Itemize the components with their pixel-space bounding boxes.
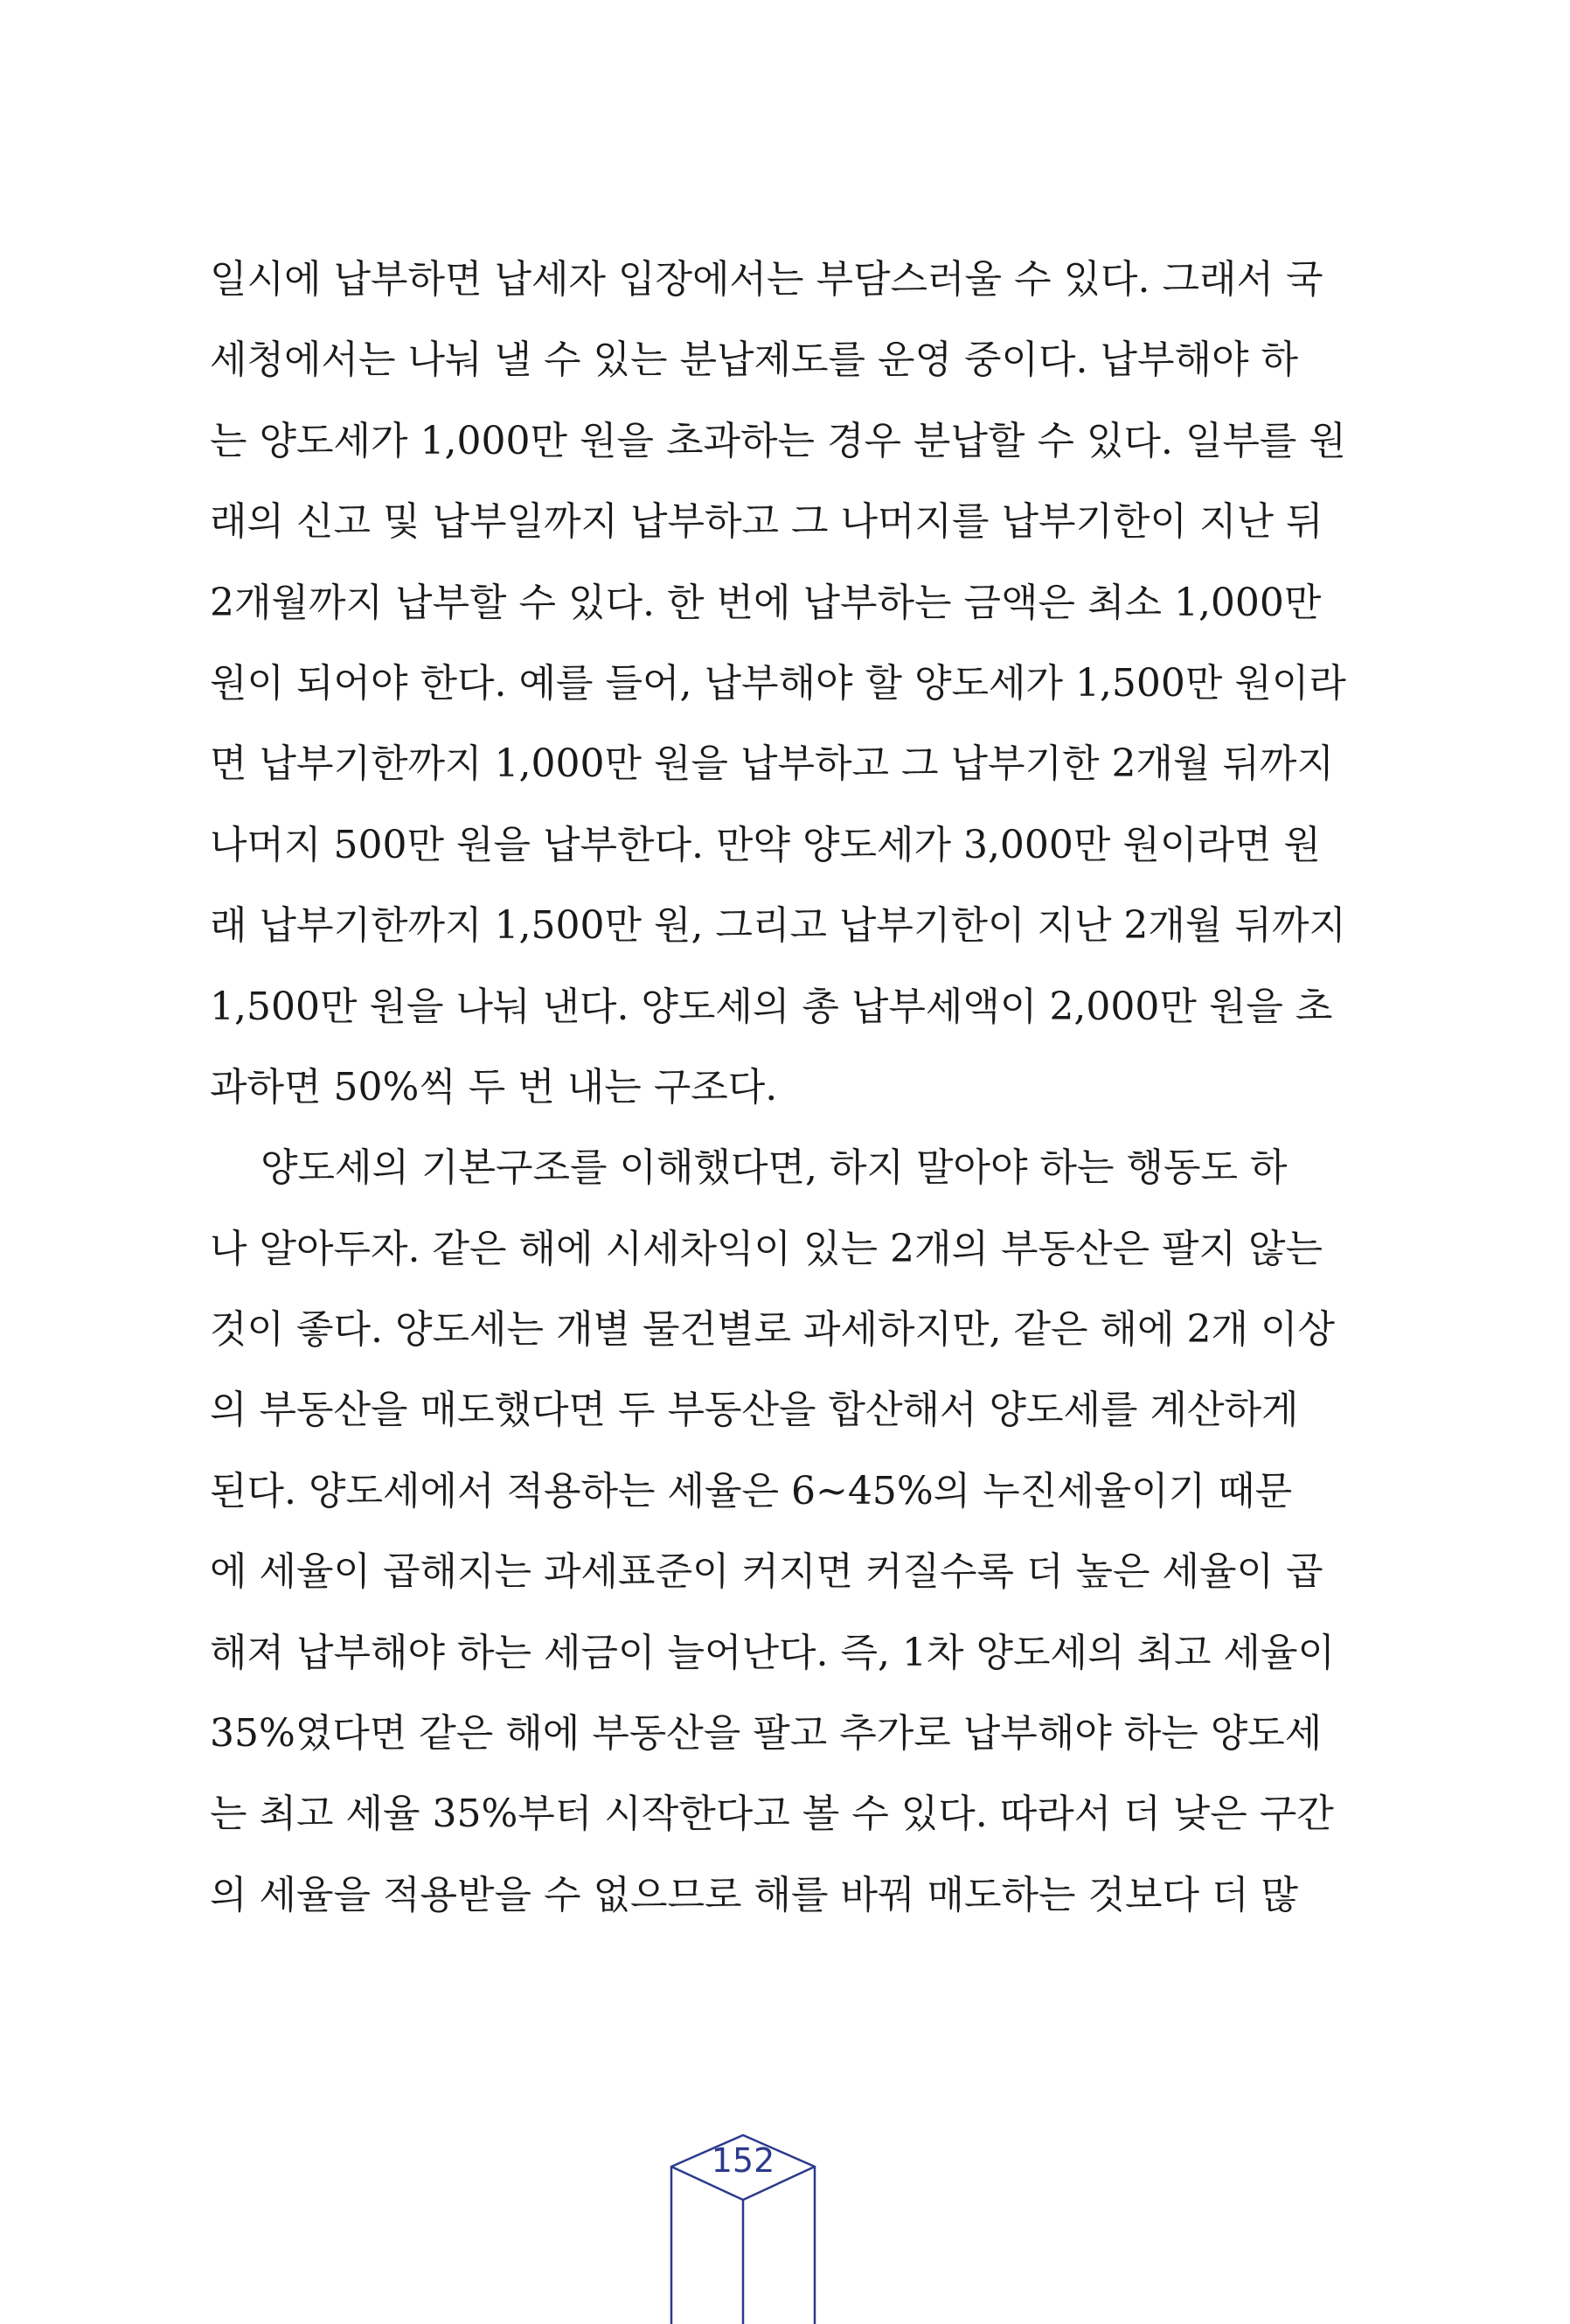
paragraph-start-line: 양도세의 기본구조를 이해했다면, 하지 말아야 하는 행동도 하 xyxy=(261,1145,1288,1191)
text-line: 나 알아두자. 같은 해에 시세차익이 있는 2개의 부동산은 팔지 않는 xyxy=(210,1226,1323,1271)
text-line: 해져 납부해야 하는 세금이 늘어난다. 즉, 1차 양도세의 최고 세율이 xyxy=(210,1630,1335,1675)
text-line: 된다. 양도세에서 적용하는 세율은 6~45%의 누진세율이기 때문 xyxy=(210,1468,1293,1513)
text-line: 것이 좋다. 양도세는 개별 물건별로 과세하지만, 같은 해에 2개 이상 xyxy=(210,1307,1335,1353)
text-line: 세청에서는 나눠 낼 수 있는 분납제도를 운영 중이다. 납부해야 하 xyxy=(210,337,1298,383)
page-number: 152 xyxy=(711,2141,775,2180)
text-line: 에 세율이 곱해지는 과세표준이 커지면 커질수록 더 높은 세율이 곱 xyxy=(210,1549,1323,1595)
text-line: 면 납부기한까지 1,000만 원을 납부하고 그 납부기한 2개월 뒤까지 xyxy=(210,741,1334,787)
body-text xyxy=(210,247,1346,1943)
text-line: 일시에 납부하면 납세자 입장에서는 부담스러울 수 있다. 그래서 국 xyxy=(210,257,1323,302)
text-line: 래의 신고 및 납부일까지 납부하고 그 나머지를 납부기한이 지난 뒤 xyxy=(210,499,1323,545)
text-line: 2개월까지 납부할 수 있다. 한 번에 납부하는 금액은 최소 1,000만 xyxy=(210,580,1322,625)
text-line: 의 부동산을 매도했다면 두 부동산을 합산해서 양도세를 계산하게 xyxy=(210,1388,1299,1433)
text-line: 의 세율을 적용받을 수 없으므로 해를 바꿔 매도하는 것보다 더 많 xyxy=(210,1872,1298,1917)
text-line: 35%였다면 같은 해에 부동산을 팔고 추가로 납부해야 하는 양도세 xyxy=(210,1711,1323,1757)
text-line: 는 최고 세율 35%부터 시작한다고 볼 수 있다. 따라서 더 낮은 구간 xyxy=(210,1792,1334,1837)
text-line: 래 납부기한까지 1,500만 원, 그리고 납부기한이 지난 2개월 뒤까지 xyxy=(210,903,1346,949)
text-line: 나머지 500만 원을 납부한다. 만약 양도세가 3,000만 원이라면 원 xyxy=(210,822,1321,867)
text-line: 1,500만 원을 나눠 낸다. 양도세의 총 납부세액이 2,000만 원을 초 xyxy=(210,984,1333,1029)
paragraph-end-line: 과하면 50%씩 두 번 내는 구조다. xyxy=(210,1064,778,1110)
text-line: 는 양도세가 1,000만 원을 초과하는 경우 분납할 수 있다. 일부를 원 xyxy=(210,418,1346,463)
text-line: 원이 되어야 한다. 예를 들어, 납부해야 할 양도세가 1,500만 원이라 xyxy=(210,660,1346,706)
